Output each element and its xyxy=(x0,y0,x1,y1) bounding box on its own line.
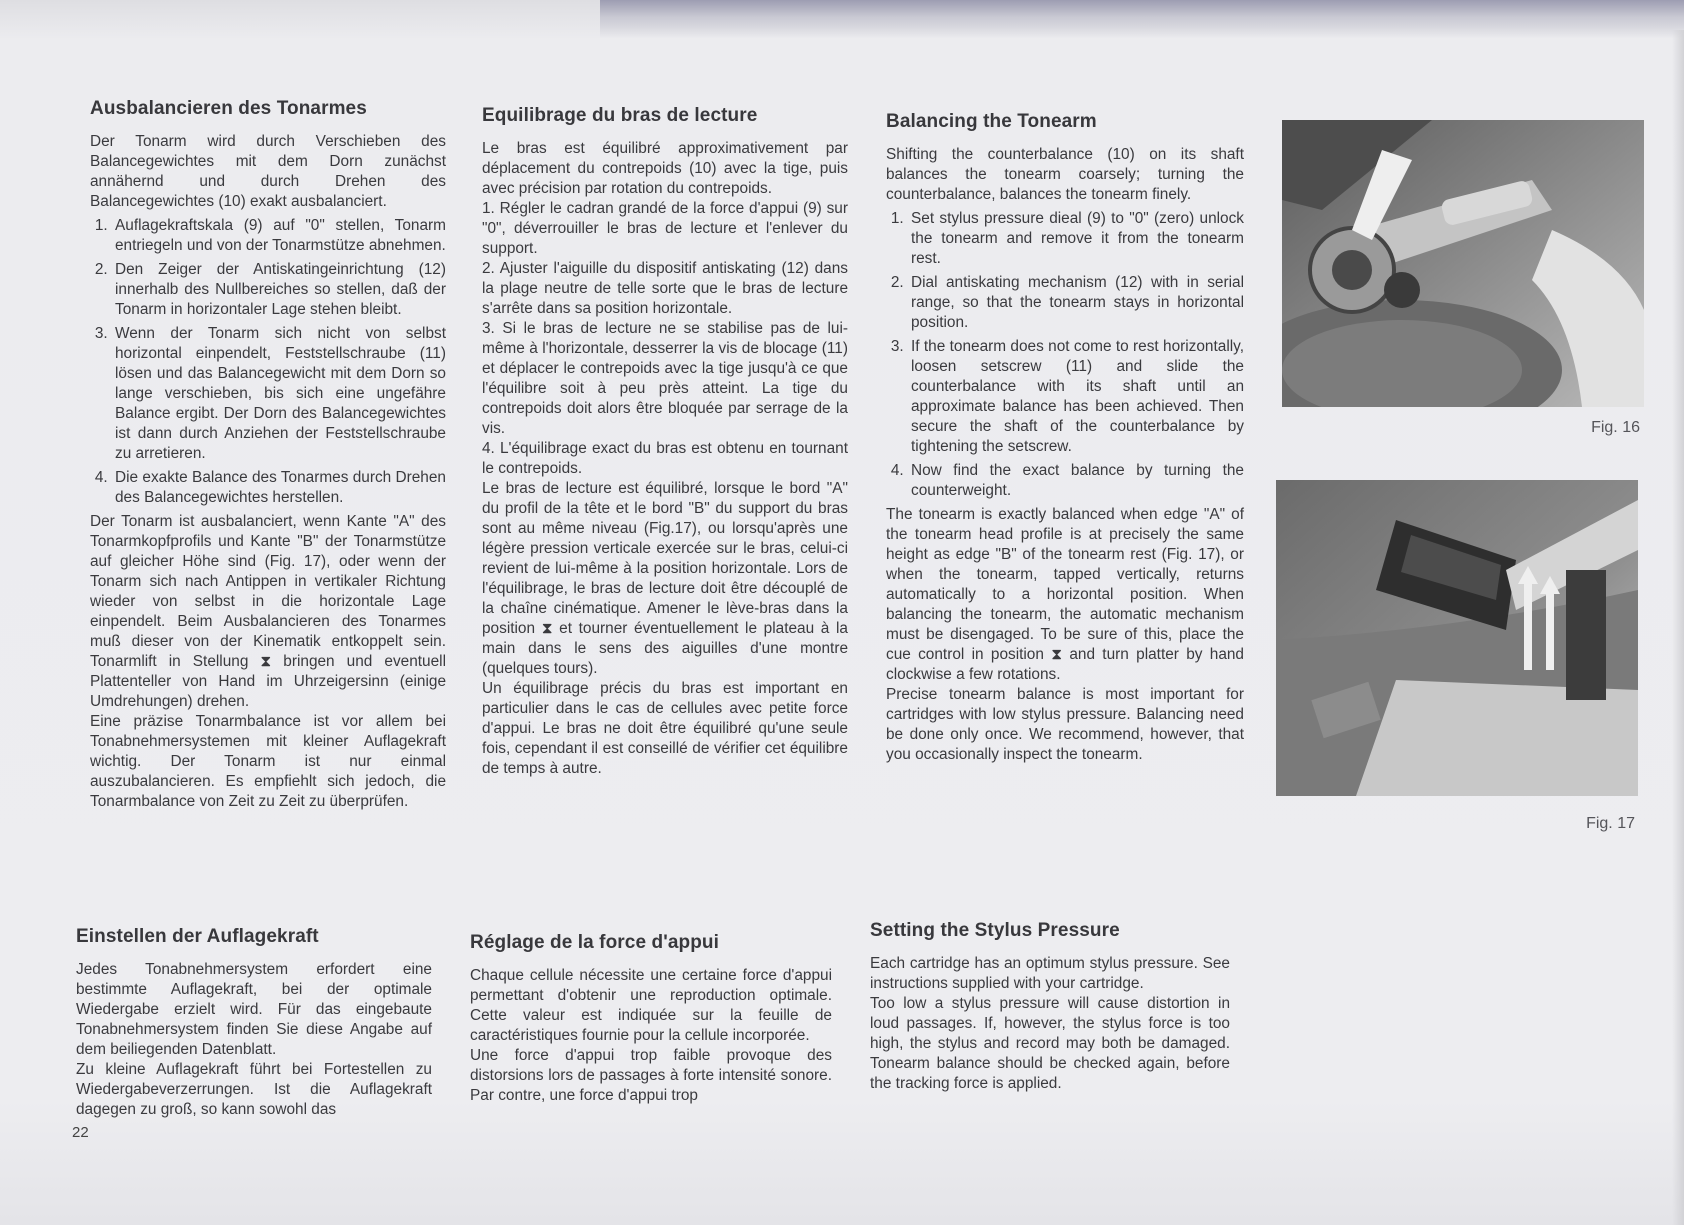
intro-paragraph: Le bras est équilibré approximativement par déplacement du contrepoids (10) avec la tige, puis avec précision par rotation du contrepoids. xyxy=(482,140,848,197)
section-heading: Equilibrage du bras de lecture xyxy=(482,105,758,126)
body-paragraph: Zu kleine Auflagekraft führt bei Fortestellen zu Wiedergabeverzerrungen. Ist die Auflagekraft dagegen zu groß, so kann sowohl das xyxy=(76,1061,432,1118)
body-paragraph: Der Tonarm ist ausbalanciert, wenn Kante "A" des Tonarmkopfprofils und Kante "B" der Tonarmstütze auf gleicher Höhe sind (Fig. 17), oder wenn der Tonarm sich nach Antippen in vertikaler Richtung wieder von selbst in die horizontale Lage einpendelt. Beim Ausbalancieren des Tonarmes muß dieser von der Kinematik entkoppelt sein. Tonarmlift in Stellung ⧗ bringen und eventuell Plattenteller von Hand im Uhrzeigersinn (einige Umdrehungen) drehen. xyxy=(90,513,446,710)
steps-list xyxy=(90,216,446,508)
tonearm-counterweight-photo-icon xyxy=(1282,120,1644,407)
section-heading: Réglage de la force d'appui xyxy=(470,932,719,953)
figure-16-caption: Fig. 16 xyxy=(1591,419,1640,436)
body-paragraph: Precise tonearm balance is most important for cartridges with low stylus pressure. Balancing need be done only once. We recommend, however, that you occasionally inspect the tonearm. xyxy=(886,686,1244,763)
step-paragraph: 1. Régler le cadran grandé de la force d'appui (9) sur "0", déverrouiller le bras de lecture et l'enlever du support. xyxy=(482,200,848,257)
scan-right-edge xyxy=(1672,30,1684,1225)
body-paragraph: Le bras de lecture est équilibré, lorsque le bord "A" du profil de la tête et le bord "B" du support du bras sont au même niveau (Fig.17), ou lorsqu'après une légère pression verticale exercée sur le bras, celui-ci revient de lui-même à la position horizontale. Lors de l'équilibrage, le bras de lecture doit être découplé de la chaîne cinématique. Amener le lève-bras dans la position ⧗ et tourner éventuellement le plateau à la main dans le sens des aiguilles d'une montre (quelques tours). xyxy=(482,480,848,677)
french-pressure-section xyxy=(470,932,832,1106)
body-paragraph: Jedes Tonabnehmersystem erfordert eine bestimmte Auflagekraft, bei der optimale Wiedergabe erzielt wird. Für das eingebaute Tonabnehmersystem finden Sie diese Angabe auf dem beiliegenden Datenblatt. xyxy=(76,961,432,1058)
german-balance-section xyxy=(90,98,446,812)
body-paragraph: Each cartridge has an optimum stylus pressure. See instructions supplied with your cartridge. xyxy=(870,955,1230,992)
body-paragraph: The tonearm is exactly balanced when edge "A" of the tonearm head profile is at precisely the same height as edge "B" of the tonearm rest (Fig. 17), or when the tonearm, tapped vertically, returns automatically to a horizontal position. When balancing the tonearm, the automatic mechanism must be disengaged. To be sure of this, place the cue control in position ⧗ and turn platter by hand clockwise a few rotations. xyxy=(886,506,1244,683)
step-paragraph: 4. L'équilibrage exact du bras est obtenu en tournant le contrepoids. xyxy=(482,440,848,477)
list-item: 2. Den Zeiger der Antiskatingeinrichtung (12) innerhalb des Nullbereiches so stellen, daß der Tonarm in horizontaler Lage stehen bleibt. xyxy=(112,260,446,320)
section-heading: Einstellen der Auflagekraft xyxy=(76,926,319,947)
list-item: 3. Wenn der Tonarm sich nicht von selbst horizontal einpendelt, Feststellschraube (11) lösen und das Balancegewicht mit dem Dorn so lange verschieben, bis sich eine ungefähre Balance ergibt. Der Dorn des Balancegewichtes ist dann durch Anziehen der Feststellschraube zu arretieren. xyxy=(112,324,446,464)
list-item: 4. Die exakte Balance des Tonarmes durch Drehen des Balancegewichtes herstellen. xyxy=(112,468,446,508)
list-item: 2. Dial antiskating mechanism (12) with in serial range, so that the tonearm stays in horizontal position. xyxy=(908,273,1244,333)
figure-17-caption: Fig. 17 xyxy=(1586,815,1635,832)
section-heading: Balancing the Tonearm xyxy=(886,111,1097,132)
figure-16-photo xyxy=(1282,120,1644,407)
body-paragraph: Too low a stylus pressure will cause distortion in loud passages. If, however, the stylus force is too high, the stylus and record may both be damaged. Tonearm balance should be checked again, before the tracking force is applied. xyxy=(870,995,1230,1092)
list-item: 1. Auflagekraftskala (9) auf "0" stellen, Tonarm entriegeln und von der Tonarmstütze abnehmen. xyxy=(112,216,446,256)
body-paragraph: Eine präzise Tonarmbalance ist vor allem bei Tonabnehmersystemen mit kleiner Auflagekraft wichtig. Der Tonarm ist nur einmal auszubalancieren. Es empfiehlt sich jedoch, die Tonarmbalance von Zeit zu Zeit zu überprüfen. xyxy=(90,713,446,810)
section-heading: Ausbalancieren des Tonarmes xyxy=(90,98,367,119)
english-balance-section xyxy=(886,111,1244,765)
intro-paragraph: Shifting the counterbalance (10) on its shaft balances the tonearm coarsely; turning the counterbalance, balances the tonearm finely. xyxy=(886,146,1244,203)
intro-paragraph: Der Tonarm wird durch Verschieben des Balancegewichtes mit dem Dorn zunächst annähernd und durch Drehen des Balancegewichtes (10) exakt ausbalanciert. xyxy=(90,133,446,210)
german-pressure-section xyxy=(76,926,432,1120)
body-paragraph: Chaque cellule nécessite une certaine force d'appui permettant d'obtenir une reproduction optimale. Cette valeur est indiquée sur la feuille de caractéristiques fournie pour la cellule incorporée. xyxy=(470,967,832,1044)
list-item: 3. If the tonearm does not come to rest horizontally, loosen setscrew (11) and slide the counterbalance with its shaft until an approximate balance has been achieved. Then secure the shaft of the counterbalance by tightening the setscrew. xyxy=(908,337,1244,457)
scan-top-shadow xyxy=(600,0,1684,38)
list-item: 4. Now find the exact balance by turning the counterweight. xyxy=(908,461,1244,501)
steps-list xyxy=(886,209,1244,501)
french-balance-section xyxy=(482,105,848,779)
figure-17-photo xyxy=(1276,480,1638,796)
step-paragraph: 2. Ajuster l'aiguille du dispositif antiskating (12) dans la plage neutre de telle sorte que le bras de lecture s'arrête dans sa position horizontale. xyxy=(482,260,848,317)
body-paragraph: Un équilibrage précis du bras est important en particulier dans le cas de cellules avec petite force d'appui. Le bras ne doit être équilibré qu'une seule fois, cependant il est conseillé de vérifier cet équilibre de temps à autre. xyxy=(482,680,848,777)
english-pressure-section xyxy=(870,920,1230,1094)
page-number: 22 xyxy=(72,1124,89,1141)
section-heading: Setting the Stylus Pressure xyxy=(870,920,1120,941)
body-paragraph: Une force d'appui trop faible provoque des distorsions lors de passages à forte intensité sonore. Par contre, une force d'appui trop xyxy=(470,1047,832,1104)
tonearm-head-rest-photo-icon xyxy=(1276,480,1638,796)
step-paragraph: 3. Si le bras de lecture ne se stabilise pas de lui-même à l'horizontale, desserrer la vis de blocage (11) et déplacer le contrepoids avec la tige jusqu'à ce que l'équilibre soit à peu près atteint. La tige du contrepoids doit alors être bloquée par serrage de la vis. xyxy=(482,320,848,437)
list-item: 1. Set stylus pressure dieal (9) to "0" (zero) unlock the tonearm and remove it from the tonearm rest. xyxy=(908,209,1244,269)
